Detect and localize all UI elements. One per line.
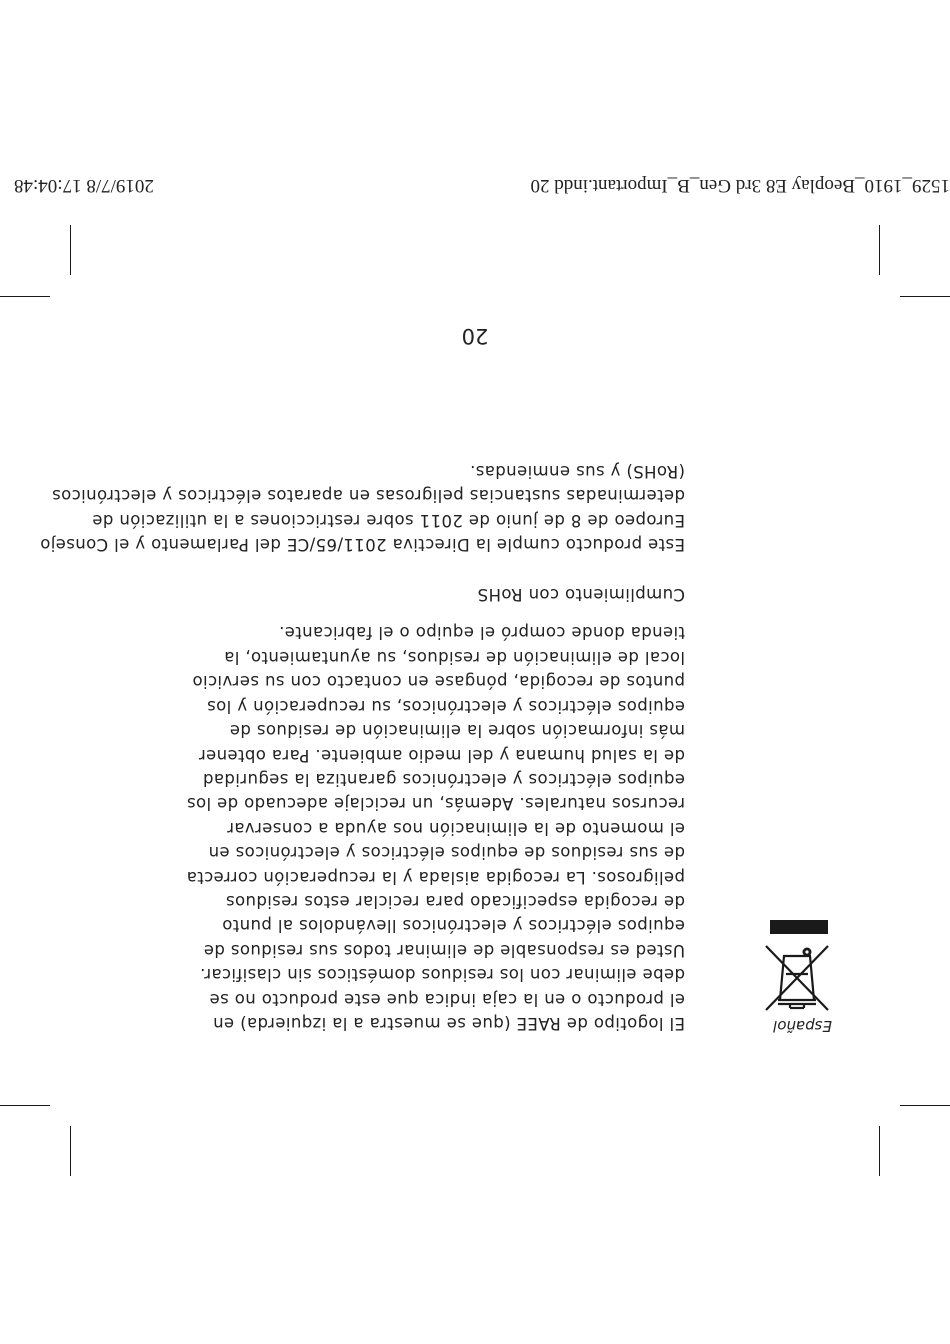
- weee-line: tienda donde compró el equipo o el fabricante.: [278, 623, 685, 643]
- crop-mark-top-left-horizontal: [900, 1105, 950, 1106]
- rohs-line: (RoHS) y sus enmiendas.: [469, 461, 685, 481]
- weee-line: equipos eléctricos y electrónicos, su recuperación y los: [206, 696, 685, 716]
- weee-line: el producto o en la caja indica que este producto no se: [209, 989, 685, 1009]
- print-slug-timestamp: 2019/7/8 17:04:48: [14, 175, 154, 196]
- weee-line: el momento de la eliminación nos ayuda a conservar: [226, 818, 685, 838]
- rohs-heading: [125, 582, 685, 606]
- weee-line: de recogida especificado para reciclar estos residuos: [225, 891, 685, 911]
- crop-mark-bottom-right-vertical: [70, 225, 71, 275]
- weee-line: de la salud humana y del medio ambiente. Para obtener: [198, 745, 685, 765]
- weee-line: de sus residuos de equipos eléctricos y electrónicos en: [208, 843, 685, 863]
- crossed-out-wheelie-bin-icon: [762, 942, 832, 1014]
- weee-line: local de eliminación de residuos, su ayuntamiento, la: [223, 647, 685, 667]
- rohs-line: determinadas sustancias peligrosas en aparatos eléctricos y electrónicos: [51, 486, 685, 506]
- weee-line: equipos eléctricos y electrónicos llevándolos al punto: [221, 916, 685, 936]
- crop-mark-bottom-left-horizontal: [900, 296, 950, 297]
- weee-paragraph: [125, 620, 685, 1035]
- weee-line: más información sobre la eliminación de residuos de: [229, 721, 685, 741]
- weee-line: equipos eléctricos y electrónicos garantiza la seguridad: [202, 769, 685, 789]
- weee-line: peligrosos. La recogida aislada y la recuperación correcta: [186, 867, 685, 887]
- language-label: Español: [773, 1017, 832, 1035]
- print-slug-filename: 1529_1910_Beoplay E8 3rd Gen_B_Important.indd 20: [530, 175, 950, 196]
- weee-line: puntos de recogida, póngase en contacto con su servicio: [192, 672, 685, 692]
- rohs-paragraph: [39, 458, 685, 556]
- crop-mark-top-right-vertical: [70, 1126, 71, 1176]
- crop-mark-top-left-vertical: [879, 1126, 880, 1176]
- weee-line: El logotipo de RAEE (que se muestra a la izquierda) en: [212, 1014, 685, 1033]
- crop-mark-bottom-right-horizontal: [0, 296, 50, 297]
- weee-line: debe eliminar con los residuos domésticos sin clasificar.: [199, 965, 685, 985]
- weee-symbol-bar: [770, 920, 828, 934]
- crop-mark-top-right-horizontal: [0, 1105, 50, 1106]
- weee-line: recursos naturales. Además, un reciclaje adecuado de los: [186, 794, 685, 814]
- crop-mark-bottom-left-vertical: [879, 225, 880, 275]
- page-number: 20: [461, 324, 489, 348]
- rohs-line: Este producto cumple la Directiva 2011/65/CE del Parlamento y el Consejo: [39, 535, 685, 554]
- weee-line: Usted es responsable de eliminar todos sus residuos de: [203, 940, 685, 960]
- rohs-line: Europeo de 8 de junio de 2011 sobre restricciones a la utilización de: [91, 510, 685, 530]
- rohs-heading-text: Cumplimiento con RoHS: [477, 585, 685, 604]
